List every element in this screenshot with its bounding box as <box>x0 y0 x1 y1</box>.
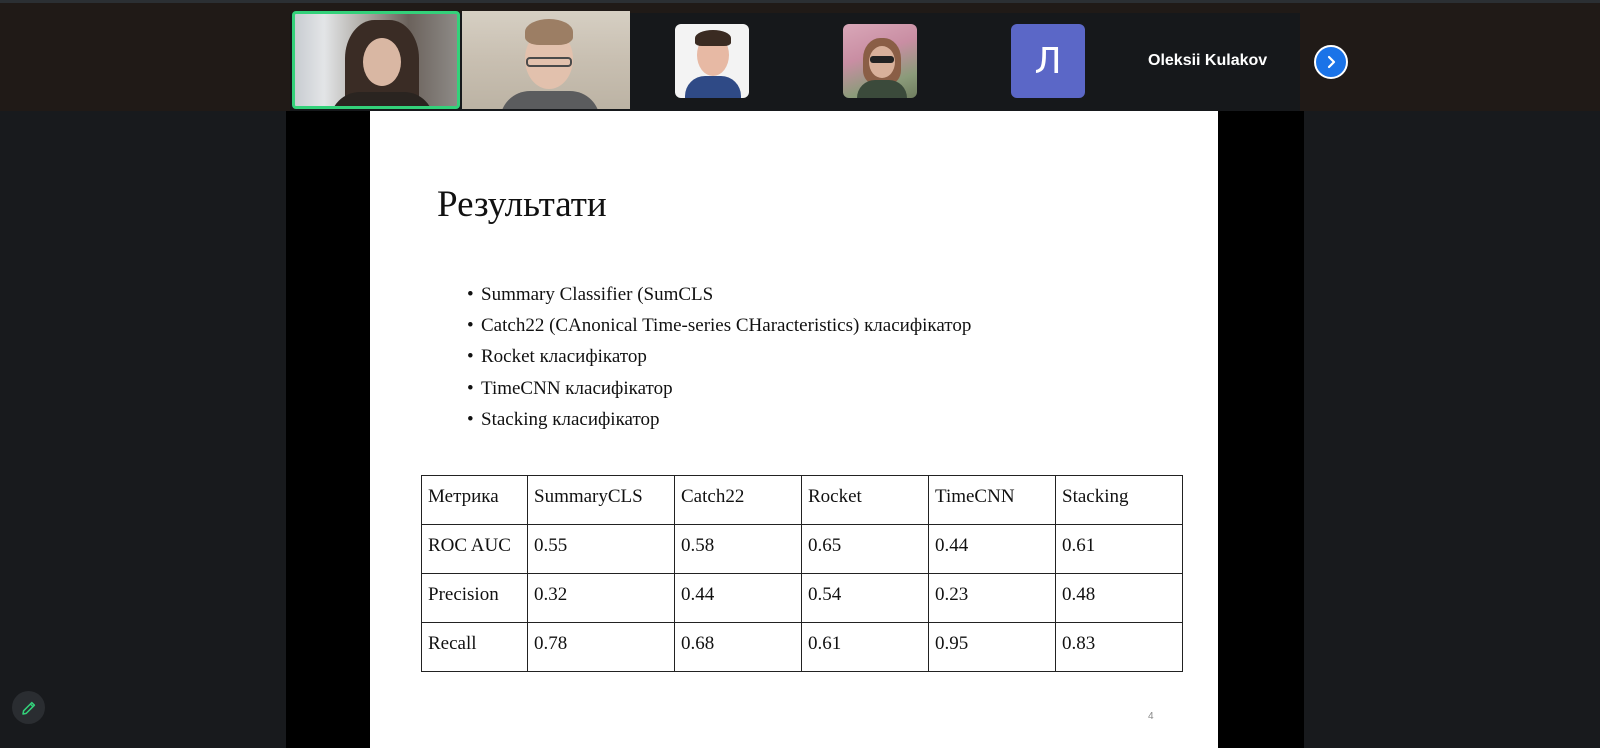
table-cell: Recall <box>422 623 528 672</box>
table-cell: 0.61 <box>1056 525 1183 574</box>
avatar-hair <box>695 30 731 46</box>
table-cell: 0.95 <box>929 623 1056 672</box>
participant-name: Oleksii Kulakov <box>1148 52 1268 69</box>
next-participants-button[interactable] <box>1314 45 1348 79</box>
participant-face <box>363 38 401 86</box>
participant-video-2[interactable] <box>462 11 630 109</box>
table-header-cell: SummaryCLS <box>528 476 675 525</box>
table-header-cell: Rocket <box>802 476 929 525</box>
bullet-text: Stacking класифікатор <box>481 408 660 430</box>
participant-avatar-1[interactable] <box>675 24 749 98</box>
participant-body <box>500 91 600 109</box>
table-cell: 0.78 <box>528 623 675 672</box>
bullet-item <box>467 404 971 435</box>
table-cell: 0.83 <box>1056 623 1183 672</box>
table-cell: 0.58 <box>675 525 802 574</box>
bullet-dot: • <box>467 346 474 368</box>
table-header-cell: TimeCNN <box>929 476 1056 525</box>
bullet-item <box>467 310 971 341</box>
table-cell: 0.48 <box>1056 574 1183 623</box>
avatar-body <box>685 76 741 98</box>
bullet-text: Rocket класифікатор <box>481 346 647 368</box>
bullet-text: TimeCNN класифікатор <box>481 377 673 399</box>
bullet-item <box>467 341 971 372</box>
table-header-cell: Stacking <box>1056 476 1183 525</box>
pencil-icon <box>20 699 38 717</box>
table-row <box>422 623 1183 672</box>
avatar-sunglasses <box>870 56 894 63</box>
participant-video-1[interactable] <box>292 11 460 109</box>
participant-avatar-2[interactable] <box>843 24 917 98</box>
table-cell: Precision <box>422 574 528 623</box>
participant-strip <box>0 3 1600 111</box>
table-header-cell: Catch22 <box>675 476 802 525</box>
slide-title: Результати <box>437 184 607 225</box>
table-cell: 0.44 <box>675 574 802 623</box>
annotate-button[interactable] <box>12 691 45 724</box>
metrics-table <box>421 475 1183 672</box>
participant-glasses <box>526 57 572 67</box>
table-cell: ROC AUC <box>422 525 528 574</box>
participant-avatar-initial[interactable] <box>1011 24 1085 98</box>
bullet-dot: • <box>467 408 474 430</box>
table-cell: 0.61 <box>802 623 929 672</box>
slide-bullet-list <box>467 279 971 435</box>
participant-hair <box>525 19 573 45</box>
table-cell: 0.44 <box>929 525 1056 574</box>
table-cell: 0.55 <box>528 525 675 574</box>
bullet-text: Catch22 (CAnonical Time-series CHaracteristics) класифікатор <box>481 315 972 337</box>
table-cell: 0.23 <box>929 574 1056 623</box>
bullet-text: Summary Classifier (SumCLS <box>481 284 714 305</box>
table-cell: 0.54 <box>802 574 929 623</box>
bullet-item <box>467 373 971 404</box>
table-row <box>422 525 1183 574</box>
table-cell: 0.68 <box>675 623 802 672</box>
table-cell: 0.32 <box>528 574 675 623</box>
table-cell: 0.65 <box>802 525 929 574</box>
avatar-initial: Л <box>1034 40 1062 82</box>
table-row <box>422 574 1183 623</box>
table-header-row <box>422 476 1183 525</box>
slide-page-number: 4 <box>1148 711 1154 722</box>
table-header-cell: Метрика <box>422 476 528 525</box>
avatar-body <box>857 80 907 98</box>
presentation-slide <box>370 111 1218 748</box>
bullet-dot: • <box>467 377 474 399</box>
chevron-right-icon <box>1324 55 1338 69</box>
bullet-dot: • <box>467 284 474 305</box>
bullet-item <box>467 279 971 310</box>
bullet-dot: • <box>467 315 474 337</box>
